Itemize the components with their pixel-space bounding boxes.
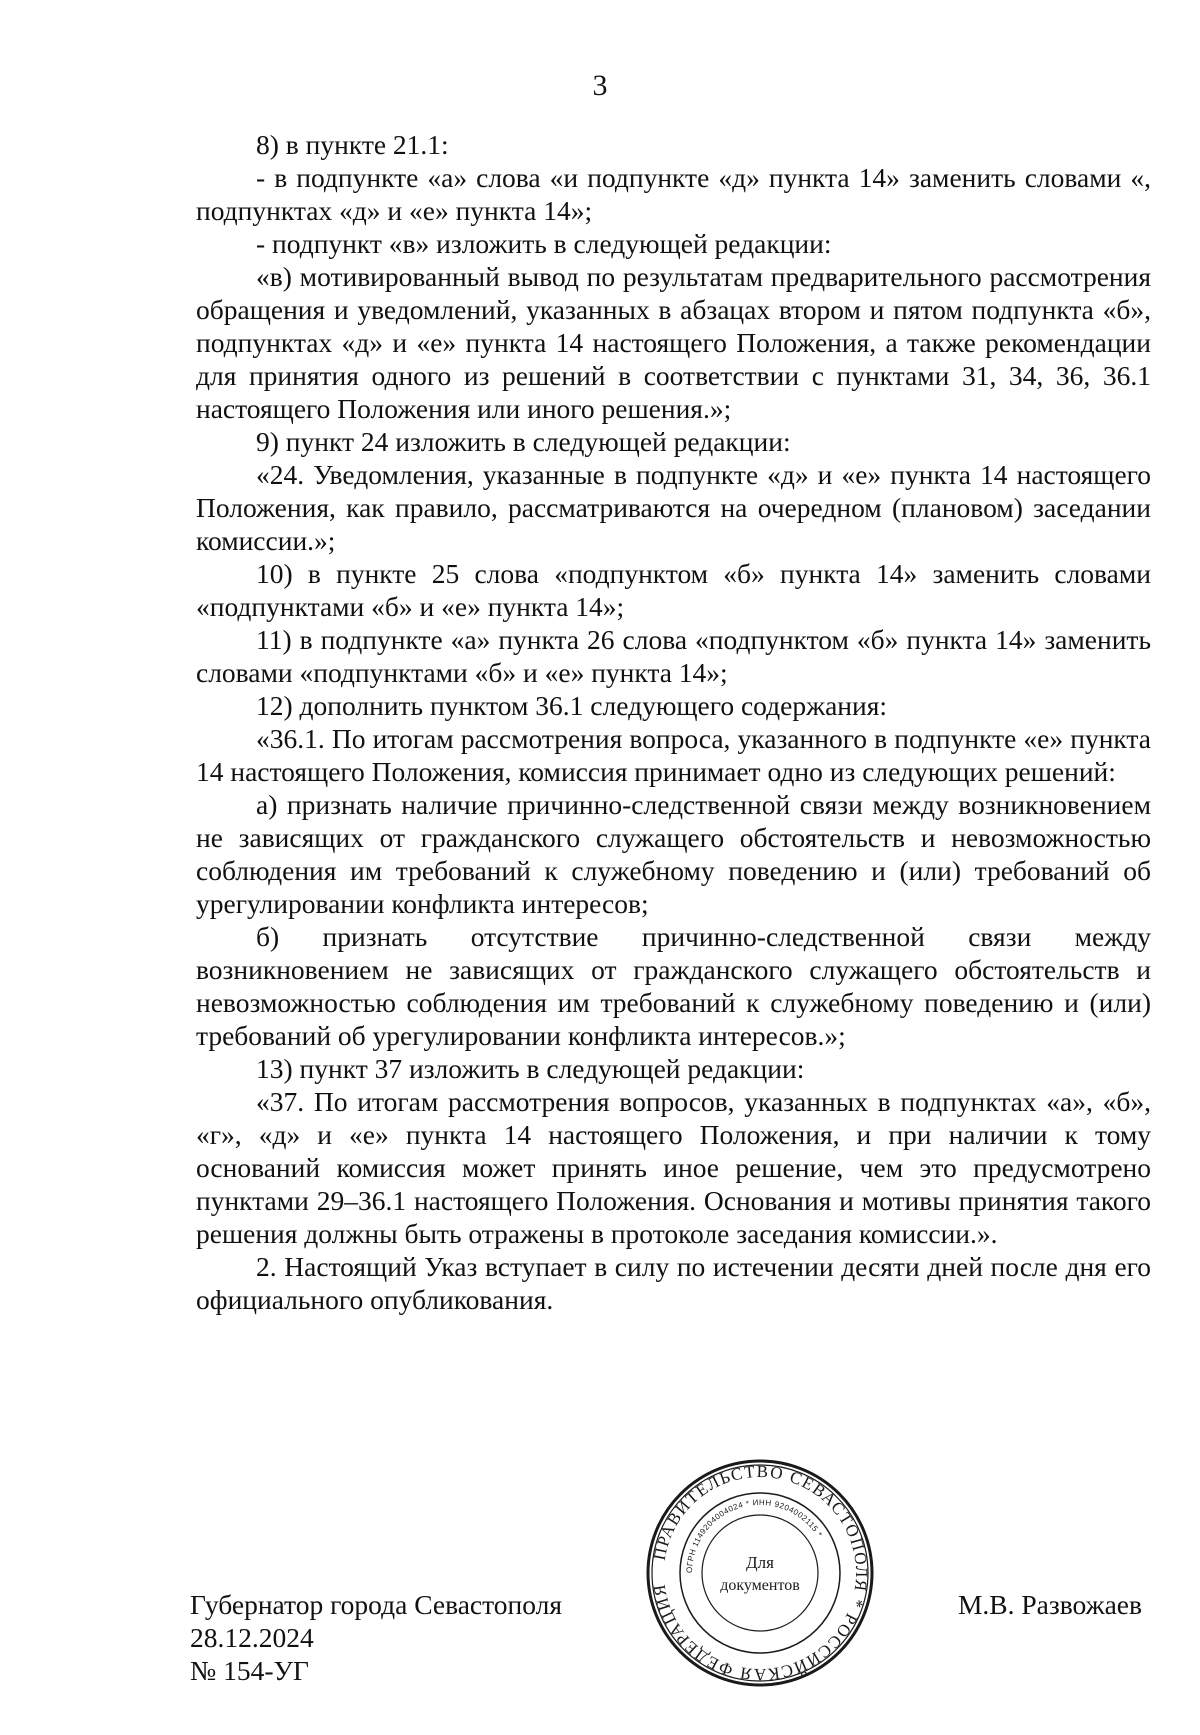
paragraph-13-text: «37. По итогам рассмотрения вопросов, указанных в подпунктах «а», «б», «г», «д» и «е» пункта 14 настоящего Положения, и при наличии к тому оснований комиссия может принять иное решение, чем это предусмотрено пунктами 29–36.1 настоящего Положения. Основания и мотивы принятия такого решения должны быть отражены в протоколе заседания комиссии.». xyxy=(196,1086,1151,1249)
seal-center-line2: документов xyxy=(720,1577,800,1594)
paragraph-12-b: б) признать отсутствие причинно-следственной связи между возникновением не зависящих от гражданского служащего обстоятельств и невозможностью соблюдения им требований к служебному поведению и (или) требований об урегулировании конфликта интересов.»; xyxy=(196,921,1151,1051)
paragraph-12: 12) дополнить пунктом 36.1 следующего содержания: xyxy=(256,690,888,721)
paragraph-8-v-text: «в) мотивированный вывод по результатам предварительного рассмотрения обращения и уведомлений, указанных в абзацах втором и пятом подпункта «б», подпунктах «д» и «е» пункта 14 настоящего Положения, а также рекомендации для принятия одного из решений в соответствии с пунктами 31, 34, 36, 36.1 настоящего Положения или иного решения.»; xyxy=(196,261,1151,424)
paragraph-8-v: - подпункт «в» изложить в следующей редакции: xyxy=(256,228,832,259)
paragraph-11: 11) в подпункте «а» пункта 26 слова «подпунктом «б» пункта 14» заменить словами «подпунктами «б» и «е» пункта 14»; xyxy=(196,624,1151,688)
paragraph-10: 10) в пункте 25 слова «подпунктом «б» пункта 14» заменить словами «подпунктами «б» и «е» пункта 14»; xyxy=(196,558,1151,622)
official-seal-stamp xyxy=(645,1458,875,1688)
decree-number: № 154-УГ xyxy=(190,1655,309,1686)
signature-block xyxy=(190,1588,562,1687)
page-number: 3 xyxy=(592,69,608,102)
paragraph-12-text: «36.1. По итогам рассмотрения вопроса, указанного в подпункте «е» пункта 14 настоящего Положения, комиссия принимает одно из следующих решений: xyxy=(196,723,1151,787)
seal-outer-text: ПРАВИТЕЛЬСТВО СЕВАСТОПОЛЯ * РОССИЙСКАЯ ФЕДЕРАЦИЯ xyxy=(649,1461,872,1685)
paragraph-9: 9) пункт 24 изложить в следующей редакции: xyxy=(256,426,791,457)
seal-icon xyxy=(645,1458,875,1688)
decree-date: 28.12.2024 xyxy=(190,1622,314,1653)
signatory-position: Губернатор города Севастополя xyxy=(190,1589,562,1620)
paragraph-8: 8) в пункте 21.1: xyxy=(256,129,449,160)
paragraph-2: 2. Настоящий Указ вступает в силу по истечении десяти дней после дня его официального опубликования. xyxy=(196,1251,1151,1315)
seal-inner-text: ОГРН 1149204004024 * ИНН 9204002115 * xyxy=(684,1497,824,1574)
seal-center-line1: Для xyxy=(746,1553,774,1572)
document-body xyxy=(196,128,1151,1316)
paragraph-13: 13) пункт 37 изложить в следующей редакции: xyxy=(256,1053,805,1084)
paragraph-9-text: «24. Уведомления, указанные в подпункте «д» и «е» пункта 14 настоящего Положения, как правило, рассматриваются на очередном (плановом) заседании комиссии.»; xyxy=(196,459,1151,556)
paragraph-12-a: а) признать наличие причинно-следственной связи между возникновением не зависящих от гражданского служащего обстоятельств и невозможностью соблюдения им требований к служебному поведению и (или) требований об урегулировании конфликта интересов; xyxy=(196,789,1151,919)
paragraph-8-a: - в подпункте «а» слова «и подпункте «д» пункта 14» заменить словами «, подпунктах «д» и «е» пункта 14»; xyxy=(196,162,1151,226)
signatory-name: М.В. Развожаев xyxy=(957,1589,1142,1620)
